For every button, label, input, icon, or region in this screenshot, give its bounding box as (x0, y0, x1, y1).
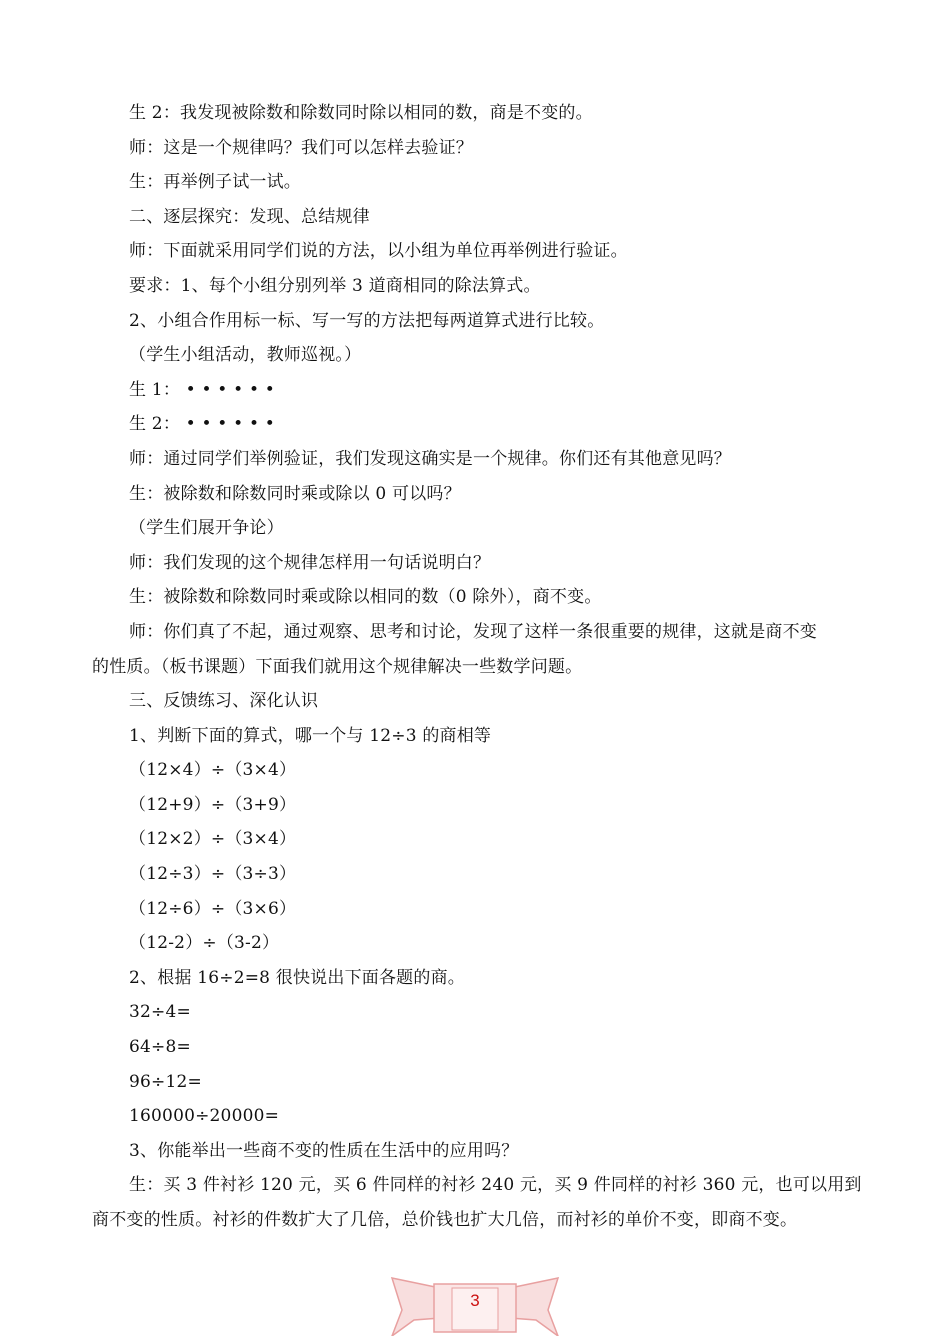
text-line: （学生们展开争论） (129, 518, 284, 539)
paragraph-line: 的性质。（板书课题）下面我们就用这个规律解决一些数学问题。 (92, 656, 583, 677)
expression-line: 160000÷20000= (129, 1106, 280, 1127)
text-line: 生 2： • • • • • • (129, 414, 276, 435)
expression-line: 32÷4= (129, 1002, 191, 1023)
section-heading: 三、反馈练习、深化认识 (129, 691, 319, 712)
expression-line: （12÷3）÷（3÷3） (129, 864, 297, 885)
text-line: 生：被除数和除数同时乘或除以相同的数（0 除外），商不变。 (129, 587, 602, 608)
expression-line: （12+9）÷（3+9） (129, 794, 297, 815)
text-line: 师：通过同学们举例验证，我们发现这确实是一个规律。你们还有其他意见吗？ (129, 448, 731, 469)
text-line: 2、小组合作用标一标、写一写的方法把每两道算式进行比较。 (129, 310, 605, 331)
section-heading: 二、逐层探究：发现、总结规律 (129, 206, 370, 227)
text-line: 生 1： • • • • • • (129, 379, 276, 400)
expression-line: 96÷12= (129, 1071, 202, 1092)
document-body (92, 96, 862, 1238)
text-line: （学生小组活动，教师巡视。） (129, 345, 362, 366)
text-line: 要求：1、每个小组分别列举 3 道商相同的除法算式。 (129, 275, 541, 296)
expression-line: 64÷8= (129, 1037, 191, 1058)
text-line: 师：下面就采用同学们说的方法，以小组为单位再举例进行验证。 (129, 241, 628, 262)
text-line: 师：这是一个规律吗？我们可以怎样去验证？ (129, 137, 473, 158)
expression-line: （12×4）÷（3×4） (129, 760, 297, 781)
text-line: 生：再举例子试一试。 (129, 172, 301, 193)
page-number: 3 (470, 1291, 480, 1310)
text-line: 生：被除数和除数同时乘或除以 0 可以吗？ (129, 483, 461, 504)
paragraph-line: 商不变的性质。衬衫的件数扩大了几倍，总价钱也扩大几倍，而衬衫的单价不变，即商不变。 (92, 1210, 798, 1230)
expression-line: （12×2）÷（3×4） (129, 829, 297, 850)
expression-line: （12÷6）÷（3×6） (129, 898, 297, 919)
text-line: 3、你能举出一些商不变的性质在生活中的应用吗？ (129, 1140, 519, 1161)
paragraph-line: 师：你们真了不起，通过观察、思考和讨论，发现了这样一条很重要的规律，这就是商不变 (129, 621, 817, 642)
text-line: 1、判断下面的算式，哪一个与 12÷3 的商相等 (129, 725, 492, 746)
paragraph-line: 生：买 3 件衬衫 120 元，买 6 件同样的衬衫 240 元，买 9 件同样的衬衫 360 元，也可以用到 (129, 1175, 862, 1196)
paragraph (92, 615, 862, 684)
expression-line: （12-2）÷（3-2） (129, 933, 280, 954)
text-line: 生 2：我发现被除数和除数同时除以相同的数，商是不变的。 (129, 103, 593, 123)
paragraph (92, 1168, 862, 1237)
text-line: 2、根据 16÷2=8 很快说出下面各题的商。 (129, 967, 465, 988)
page-footer (390, 1276, 560, 1336)
text-line: 师：我们发现的这个规律怎样用一句话说明白？ (129, 552, 491, 573)
